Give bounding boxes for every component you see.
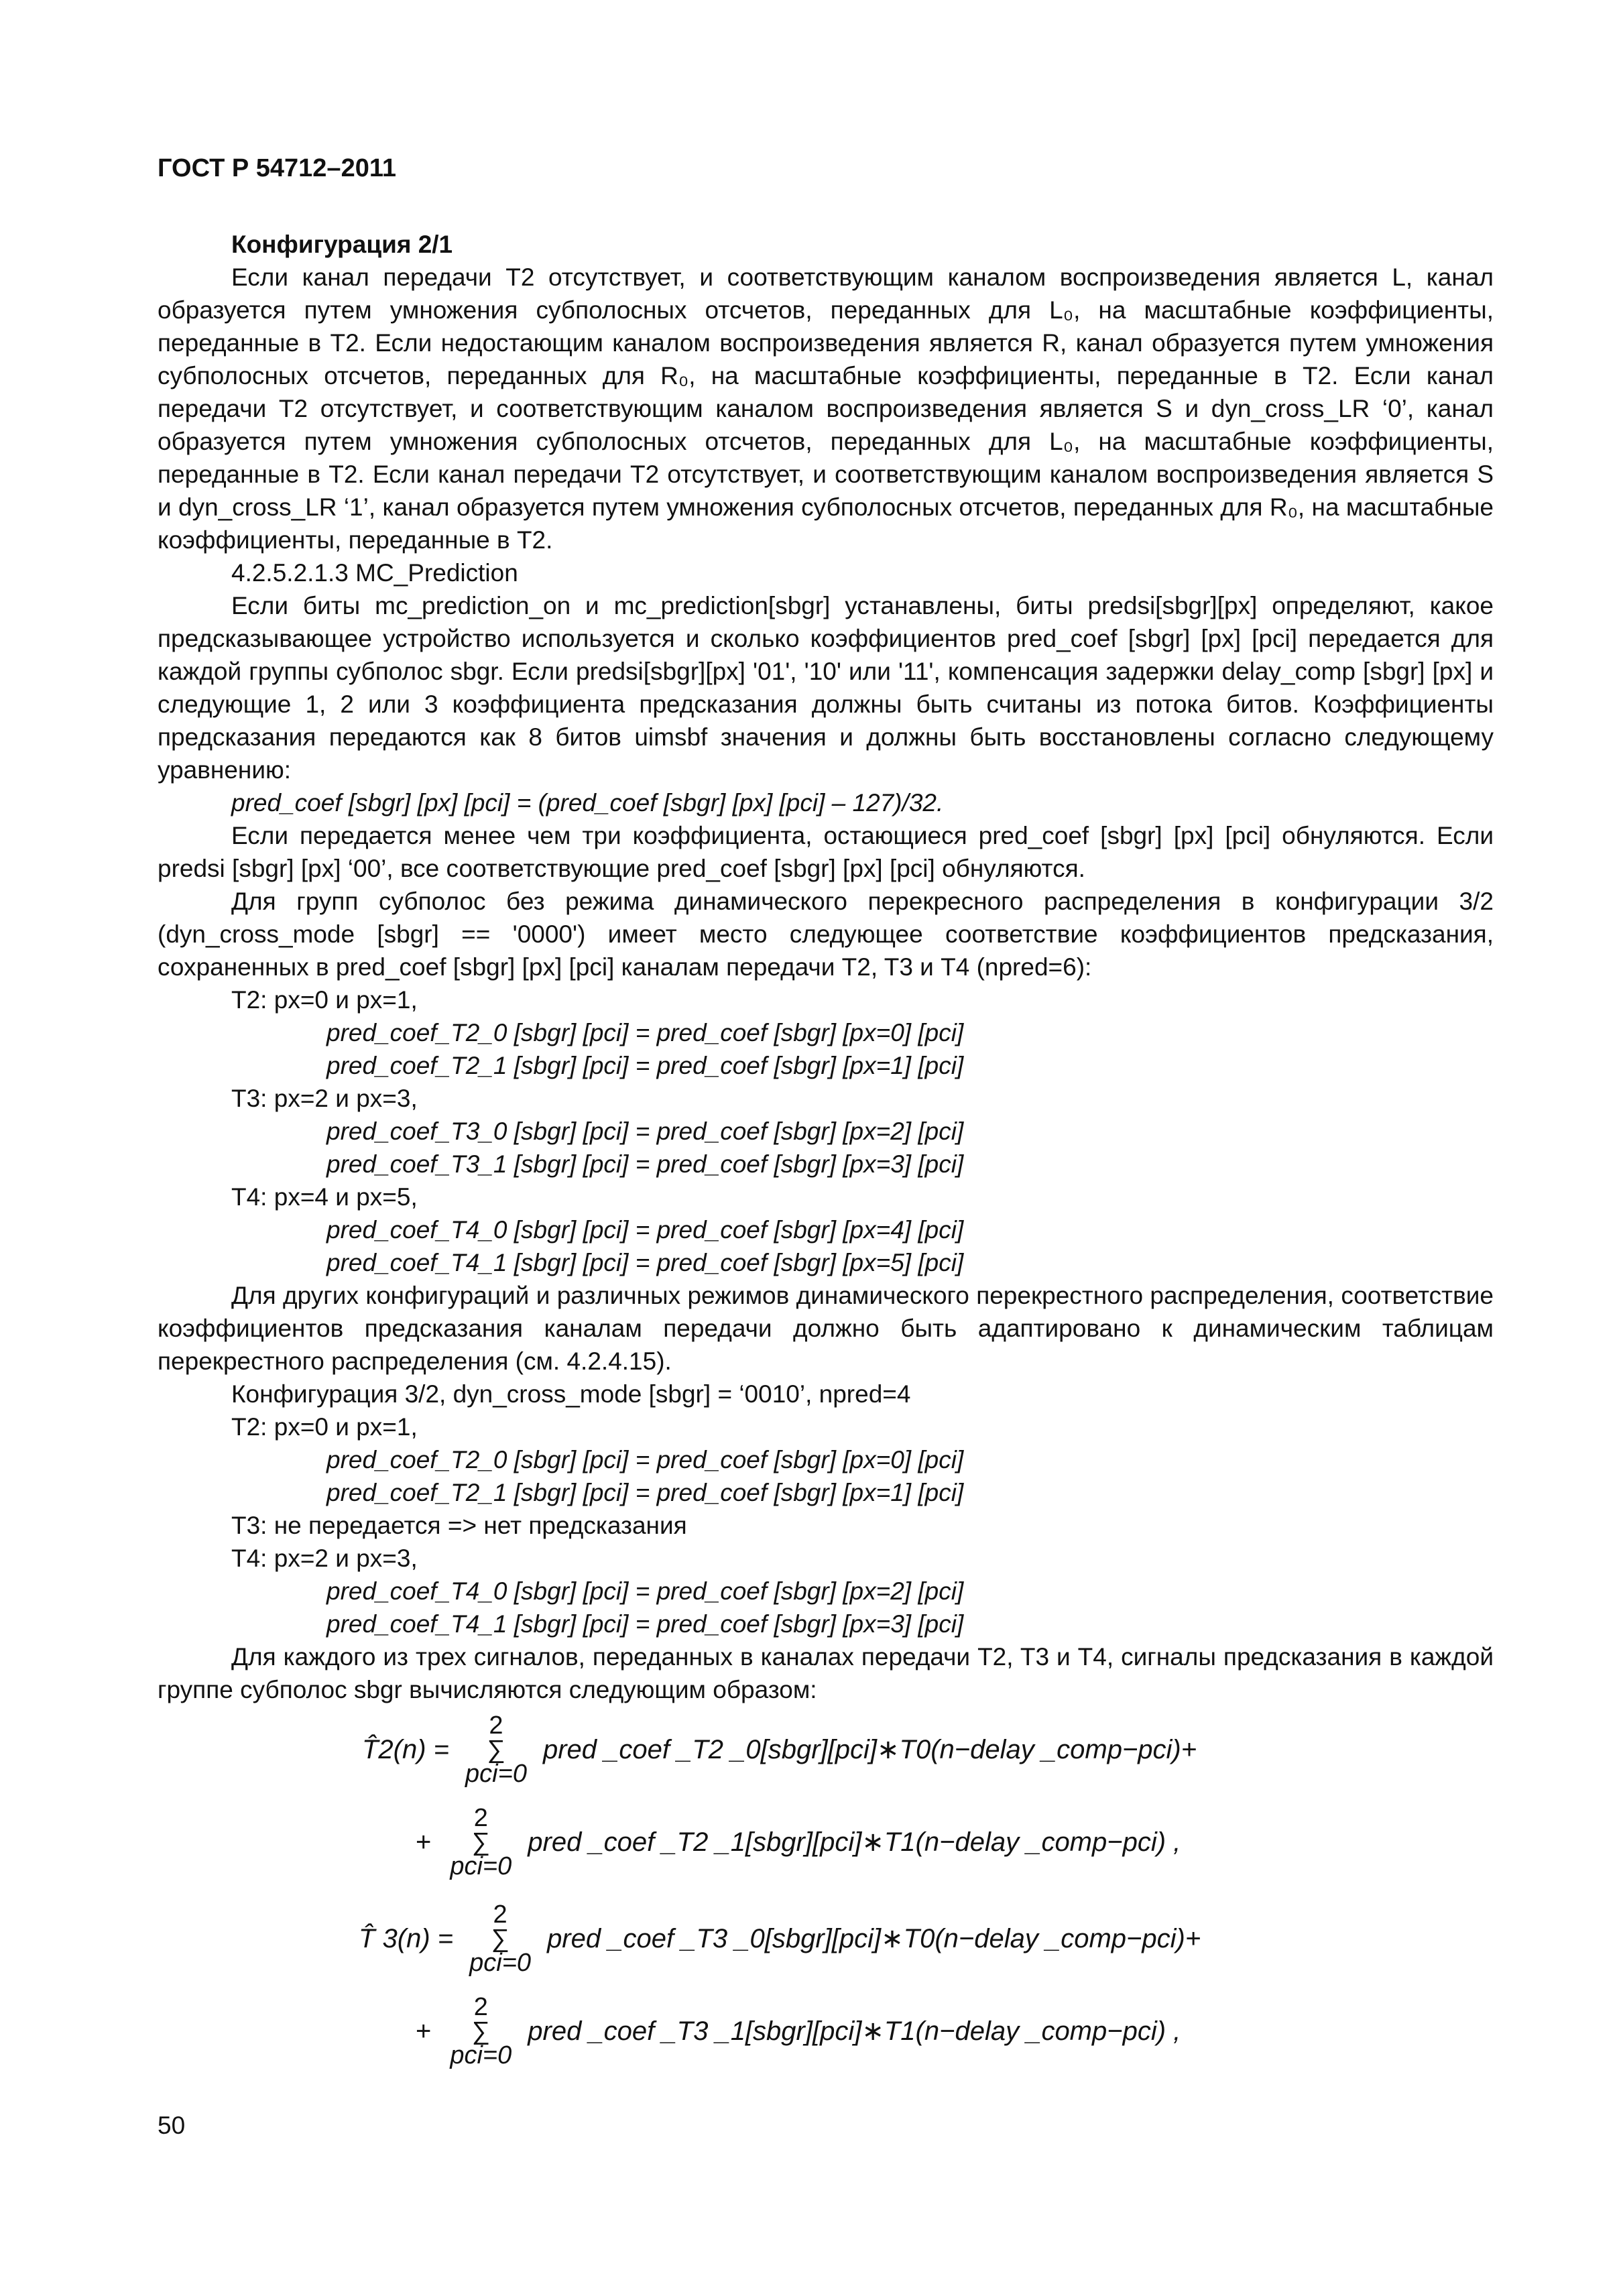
sum-icon: ∑ xyxy=(471,1828,490,1856)
mapping-line: pred_coef_T2_0 [sbgr] [pci] = pred_coef [sbgr] [px=0] [pci] xyxy=(326,1446,964,1473)
summation: 2 ∑ pci=0 xyxy=(450,1993,512,2069)
section-heading: Конфигурация 2/1 xyxy=(231,231,453,258)
paragraph-config-2-1: Если канал передачи T2 отсутствует, и соответствующим каналом воспроизведения является L, канал образуется путем умножения субполосных отсчетов, переданных для L₀, на масштабные коэффициенты, переданные в T2. Если недостающим каналом воспроизведения является R, канал образуется путем умножения субполосных отсчетов, переданных для R₀, на масштабные коэффициенты, переданные в T2. Если канал передачи T2 отсутствует, и соответствующим каналом воспроизведения является S и dyn_cross_LR ‘0’, канал образуется путем умножения субполосных отсчетов, переданных для L₀, на масштабные коэффициенты, переданные в T2. Если канал передачи T2 отсутствует, и соответствующим каналом воспроизведения является S и dyn_cross_LR ‘1’, канал образуется путем умножения субполосных отсчетов, переданных для R₀, на масштабные коэффициенты, переданные в T2. xyxy=(158,263,1494,554)
formula-term: pred _coef _T3 _0[sbgr][pci]∗T0(n−delay _comp−pci)+ xyxy=(547,1923,1201,1953)
paragraph-signals: Для каждого из трех сигналов, переданных в каналах передачи T2, T3 и T4, сигналы предсказания в каждой группе субполос sbgr вычисляются следующим образом: xyxy=(158,1643,1494,1703)
formula-lhs: T̂2(n) = xyxy=(362,1734,450,1764)
mapping-label: T3: не передается => нет предсказания xyxy=(231,1512,687,1539)
document-code-header: ГОСТ Р 54712–2011 xyxy=(158,154,397,182)
paragraph-other-configs: Для других конфигураций и различных режимов динамического перекрестного распределения, соответствие коэффициентов предсказания каналам передачи должно быть адаптировано к динамическим таблицам перекрестного распределения (см. 4.2.4.15). xyxy=(158,1282,1494,1375)
formula-t3-line2: + 2 ∑ pci=0 pred _coef _T3 _1[sbgr][pci]∗T1(n−delay _comp−pci) , xyxy=(416,1993,1181,2069)
mapping-line: pred_coef_T4_0 [sbgr] [pci] = pred_coef [sbgr] [px=2] [pci] xyxy=(326,1577,964,1605)
prediction-formulas xyxy=(158,1713,1494,2075)
page-number: 50 xyxy=(158,2112,186,2139)
formula-t2-line2: + 2 ∑ pci=0 pred _coef _T2 _1[sbgr][pci]∗T1(n−delay _comp−pci) , xyxy=(416,1804,1181,1880)
formula-lhs: T̂ 3(n) = xyxy=(359,1923,454,1953)
summation: 2 ∑ pci=0 xyxy=(465,1711,527,1788)
paragraph-mc-prediction: Если биты mc_prediction_on и mc_prediction[sbgr] устанавлены, биты predsi[sbgr][px] определяют, какое предсказывающее устройство используется и сколько коэффициентов pred_coef [sbgr] [px] [pci] передается для каждой группы субполос sbgr. Если predsi[sbgr][px] '01', '10' или '11', компенсация задержки delay_comp [sbgr] [px] и следующие 1, 2 или 3 коэффициента предсказания должны быть считаны из потока битов. Коэффициенты предсказания передаются как 8 битов uimsbf значения и должны быть восстановлены согласно следующему уравнению: xyxy=(158,592,1494,784)
mapping-line: pred_coef_T2_1 [sbgr] [pci] = pred_coef [sbgr] [px=1] [pci] xyxy=(326,1479,964,1506)
mapping-label: T4: px=2 и px=3, xyxy=(231,1545,418,1572)
subsection-title: 4.2.5.2.1.3 MC_Prediction xyxy=(231,559,518,587)
formula-term: pred _coef _T2 _0[sbgr][pci]∗T0(n−delay _comp−pci)+ xyxy=(542,1734,1197,1764)
mapping-label: T2: px=0 и px=1, xyxy=(231,986,418,1014)
sum-icon: ∑ xyxy=(471,2017,490,2045)
formula-term: pred _coef _T2 _1[sbgr][pci]∗T1(n−delay _comp−pci) , xyxy=(528,1827,1181,1857)
paragraph-mapping-intro: Для групп субполос без режима динамического перекресного распределения в конфигурации 3/2 (dyn_cross_mode [sbgr] == '0000') имеет место следующее соответствие коэффициентов предсказания, сохраненных в pred_coef [sbgr] [px] [pci] каналам передачи T2, T3 и T4 (npred=6): xyxy=(158,888,1494,981)
formula-t2-line1 xyxy=(362,1713,1197,1787)
summation: 2 ∑ pci=0 xyxy=(469,1900,532,1977)
equation-pred-coef: pred_coef [sbgr] [px] [pci] = (pred_coef [sbgr] [px] [pci] – 127)/32. xyxy=(231,789,944,817)
main-text xyxy=(158,228,1494,1706)
formula-term: pred _coef _T3 _1[sbgr][pci]∗T1(n−delay _comp−pci) , xyxy=(528,2016,1181,2046)
mapping-label: T3: px=2 и px=3, xyxy=(231,1085,418,1112)
config-line: Конфигурация 3/2, dyn_cross_mode [sbgr] = ‘0010’, npred=4 xyxy=(231,1380,911,1408)
mapping-line: pred_coef_T4_0 [sbgr] [pci] = pred_coef [sbgr] [px=4] [pci] xyxy=(326,1216,964,1244)
mapping-label: T4: px=4 и px=5, xyxy=(231,1183,418,1211)
formula-t3-line1 xyxy=(359,1902,1201,1976)
sum-icon: ∑ xyxy=(491,1925,509,1953)
mapping-line: pred_coef_T3_1 [sbgr] [pci] = pred_coef [sbgr] [px=3] [pci] xyxy=(326,1150,964,1178)
mapping-line: pred_coef_T4_1 [sbgr] [pci] = pred_coef [sbgr] [px=3] [pci] xyxy=(326,1610,964,1638)
mapping-label: T2: px=0 и px=1, xyxy=(231,1413,418,1441)
summation: 2 ∑ pci=0 xyxy=(450,1804,512,1880)
mapping-line: pred_coef_T3_0 [sbgr] [pci] = pred_coef [sbgr] [px=2] [pci] xyxy=(326,1117,964,1145)
mapping-line: pred_coef_T4_1 [sbgr] [pci] = pred_coef [sbgr] [px=5] [pci] xyxy=(326,1249,964,1276)
mapping-line: pred_coef_T2_1 [sbgr] [pci] = pred_coef [sbgr] [px=1] [pci] xyxy=(326,1052,964,1079)
mapping-line: pred_coef_T2_0 [sbgr] [pci] = pred_coef [sbgr] [px=0] [pci] xyxy=(326,1019,964,1046)
paragraph-zero-coefficients: Если передается менее чем три коэффициента, остающиеся pred_coef [sbgr] [px] [pci] обнуляются. Если predsi [sbgr] [px] ‘00’, все соответствующие pred_coef [sbgr] [px] [pci] обнуляются. xyxy=(158,822,1494,882)
sum-icon: ∑ xyxy=(487,1736,505,1764)
